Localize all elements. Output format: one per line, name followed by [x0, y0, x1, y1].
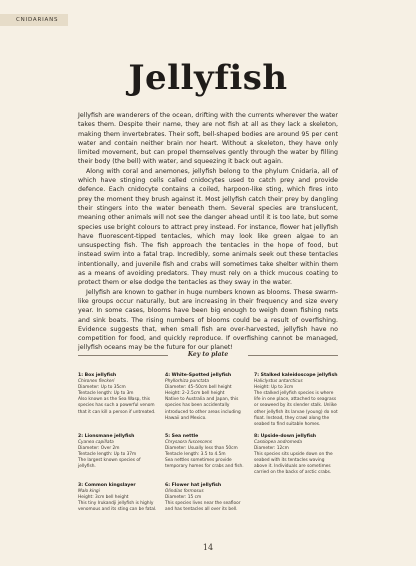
- key-entry: [165, 483, 247, 513]
- body-text: [78, 111, 338, 353]
- entry-title: 7: Stalked kaleidoscope jellyfish: [254, 373, 338, 378]
- entry-line: Diameter: 15 cm: [165, 494, 202, 500]
- entry-title: 3: Common kingslayer: [78, 482, 136, 488]
- entry-line: The stalked jellyfish species is where life in one place, attached to seagrass or seaweed by its slender stalk. Unlike other jellyfish its larvae (young) do not float. Instead, they crawl along the seabed to find suitable homes.: [254, 391, 338, 427]
- entry-line: Also known as the Sea Wasp, this species has such a powerful venom that it can kill a person if untreated.: [78, 397, 156, 415]
- paragraph: Along with coral and anemones, jellyfish belong to the phylum Cnidaria, all of which have stinging cells called cnidocytes used to catch prey and provide defence. Each cnidocyte contains a coiled, harpoon-like sting, which fires into prey the moment they brush against it. Most jellyfish catch their prey by dangling their stingers into the water beneath them. Several species are translucent, meaning other animals will not see the danger ahead until it is too late, but some species use bright colours to attract prey instead. For instance, flower hat jellyfish have fluorescent-tipped tentacles, which may look like green algae to an unsuspecting fish. The fish approach the tentacles in the hope of food, but instead swim into a fatal trap. Incredibly, some animals seek out these tentacles intentionally, and juvenile fish and crabs will sometimes take shelter within them as a means of avoiding predators. They must rely on a thick mucous coating to protect them or else dodge the tentacles as they sway in the water.: [78, 167, 338, 287]
- entry-line: This tiny Irukandji jellyfish is highly venomous and its sting can be fatal.: [78, 500, 157, 512]
- key-entries: [78, 373, 338, 513]
- entry-latin: Chrysaora fuscescens: [165, 439, 212, 445]
- key-entry: [78, 483, 158, 513]
- key-entry: [78, 373, 158, 428]
- entry-line: Tentacle length: Up to 37m: [78, 452, 137, 458]
- key-heading: [78, 351, 338, 358]
- entry-line: Height: 3cm bell height: [78, 494, 129, 500]
- entry-title: 8: Upside-down jellyfish: [254, 433, 317, 439]
- entry-latin: Cassiopea andromeda: [254, 439, 302, 445]
- key-entry: [165, 373, 247, 428]
- entry-title: 4: White-Spotted jellyfish: [165, 373, 232, 378]
- entry-line: Tentacle length: Up to 3m: [78, 391, 134, 397]
- key-entry: [254, 373, 338, 428]
- entry-line: Native to Australia and Japan, this species has been accidentally introduced to other areas including Hawaii and Mexico.: [165, 397, 241, 421]
- key-heading-label: Key to plate: [187, 351, 229, 358]
- entry-line: Height: Up to 3cm: [254, 385, 294, 391]
- section-tag: CNIDARIANS: [0, 14, 68, 26]
- entry-latin: Olindias formosus: [165, 488, 204, 494]
- entry-title: 1: Box jellyfish: [78, 373, 117, 378]
- entry-latin: Phyllorhiza punctata: [165, 379, 209, 385]
- entry-line: This species lives near the seafloor and has tentacles all over its bell.: [165, 500, 241, 512]
- entry-line: Diameter: Up to 35cm: [78, 385, 126, 391]
- divider: [78, 355, 168, 356]
- entry-latin: Malo kingi: [78, 488, 100, 494]
- entry-title: 2: Lionsmane jellyfish: [78, 433, 135, 439]
- entry-line: Diameter: 12cm: [254, 446, 289, 452]
- key-entry: [254, 434, 338, 477]
- entry-title: 5: Sea nettle: [165, 433, 199, 439]
- entry-line: Height: 2–2.5cm bell height: [165, 391, 225, 397]
- entry-latin: Cyanea capillata: [78, 439, 114, 445]
- entry-line: Diameter: 45–50cm bell height: [165, 385, 232, 391]
- paragraph: Jellyfish are known to gather in huge numbers known as blooms. These swarm-like groups occur naturally, but are increasing in their frequency and size every year. In some cases, blooms have been big enough to weigh down fishing nets and sink boats. The rising numbers of blooms could be a result of overfishing. Evidence suggests that, when small fish are over-harvested, jellyfish have no competition for food, and quickly reproduce. If overfishing cannot be managed, jellyfish oceans may be the future for our planet!: [78, 288, 338, 352]
- entry-line: This species sits upside down on the seabed with its tentacles waving above it. Individuals are sometimes carried on the backs of arctic crabs.: [254, 452, 333, 476]
- key-entry: [78, 434, 158, 477]
- entry-line: Diameter: Usually less than 50cm: [165, 446, 238, 452]
- page-title: Jellyfish: [128, 58, 288, 98]
- entry-line: The largest known species of jellyfish.: [78, 458, 141, 470]
- key-entry: [165, 434, 247, 477]
- entry-latin: Chironex fleckeri: [78, 379, 115, 385]
- divider: [248, 355, 338, 356]
- page-number: 14: [202, 543, 214, 552]
- entry-latin: Haliclystus antarcticus: [254, 379, 303, 385]
- entry-title: 6: Flower hat jellyfish: [165, 482, 222, 488]
- entry-line: Sea nettles sometimes provide temporary homes for crabs and fish.: [165, 458, 244, 470]
- entry-line: Tentacle length: 3.5 to 4.5m: [165, 452, 226, 458]
- entry-line: Diameter: Over 2m: [78, 446, 120, 452]
- paragraph: Jellyfish are wanderers of the ocean, drifting with the currents wherever the water takes them. Despite their name, they are not fish at all as they lack a skeleton, making them invertebrates. Their soft, bell-shaped bodies are around 95 per cent water and contain neither brain nor heart. Without a skeleton, they have only limited movement, but can propel themselves gently through the water by filling their body (the bell) with water, and squeezing it back out again.: [78, 112, 338, 166]
